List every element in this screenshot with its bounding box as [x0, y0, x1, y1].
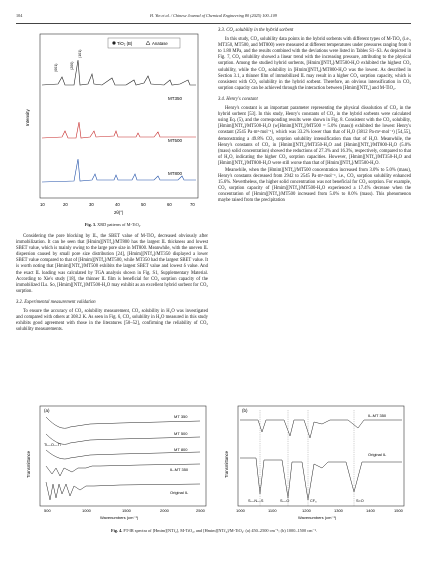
annotation-s-o: S—O — [280, 499, 290, 503]
xrd-series-mt500 — [42, 122, 196, 138]
xtick: 60 — [167, 202, 172, 207]
series-label-a-mt800: MT 800 — [174, 447, 188, 452]
xtick: 1500 — [394, 508, 403, 513]
section-heading-3-3: 3.3. CO₂ solubility in the hybrid sorbent — [218, 28, 294, 33]
series-label-a-il-mt350: IL-MT 350 — [170, 467, 189, 472]
xtick: 70 — [190, 202, 195, 207]
right-column — [218, 28, 411, 206]
xtick: 10 — [40, 202, 45, 207]
fig3-caption — [18, 222, 208, 227]
fig3-xlabel: 2θ(°) — [114, 210, 124, 215]
xtick: 2000 — [160, 508, 169, 513]
fig4a-xlabel: Wavenumbers (cm⁻¹) — [100, 515, 139, 520]
fig4a-xticks — [44, 508, 206, 513]
peak-label-101: (101) — [78, 49, 82, 58]
paragraph: Meanwhile, when the [Hmim][NTf₂]/MT500 concentration increased from 3.0% to 5.0% (mass), Henry's constants decreased from 2942 to 2545 Pa·m³·mol⁻¹, i.e., CO₂ sorption solubility enhanced 15.6%. Nevertheless, the higher solid concentration was not beneficial for CO₂ sorption. For example, CO₂ sorption capacity of [Hmim][NTf₂]/MT500-H₂O experienced a 17.4% decrease when the concentration of [Hmim][NTf₂]/MT500 increased from 5.0% to 8.0% (mass). This phenomenon maybe raised from the precipitation — [218, 167, 411, 204]
section-heading-3-2: 3.2. Experimental measurement validation — [16, 299, 96, 305]
left-column — [16, 234, 208, 334]
fig4b-xlabel: Wavenumbers (cm⁻¹) — [298, 515, 337, 520]
annotation-cf3: CF₃ — [310, 499, 317, 503]
fig4a-ylabel: Transmittance — [26, 450, 31, 478]
series-label-mt350: MT350 — [168, 96, 183, 101]
fig4b-ftir-chart — [218, 402, 410, 522]
annotation-ti-o-ti: Ti—O—Ti — [44, 443, 61, 447]
ftir-b-original-il — [240, 458, 402, 500]
xtick: 30 — [89, 202, 94, 207]
fig4-caption — [20, 528, 408, 534]
xrd-series-mt350 — [42, 60, 196, 85]
xtick: 1000 — [236, 508, 245, 513]
xtick: 2500 — [196, 508, 205, 513]
peak-label-001: (001) — [54, 63, 58, 72]
page-number: 104 — [16, 13, 23, 18]
legend-tio2-marker — [112, 41, 115, 44]
fig3-caption-text: XRD patterns of M-TiO₂. — [97, 222, 142, 227]
fig3-ylabel: Intensity — [25, 109, 30, 126]
running-header — [16, 13, 411, 22]
xtick: 1100 — [268, 508, 277, 513]
legend-anatase-marker — [146, 41, 150, 45]
series-label-a-mt350: MT 350 — [174, 414, 188, 419]
series-label-b-il-mt350: IL-MT 350 — [368, 413, 387, 418]
paragraph: To ensure the accuracy of CO₂ solubility measurement, CO₂ solubility in H₂O was investigated and compared with others at 308.2 K. As seen in Fig. 6, CO₂ solubility in H₂O measured in this study exhibits good agreement with those in the literatures [50–52], confirming the reliability of CO₂ solubility measurements. — [16, 309, 208, 333]
xtick: 500 — [44, 508, 51, 513]
panel-a-label: (a) — [44, 408, 50, 413]
xtick: 1400 — [366, 508, 375, 513]
section-heading-3-4: 3.4. Henry's constant — [218, 96, 258, 102]
header-rule — [16, 23, 411, 24]
journal-citation: H. Yin et al. / Chinese Journal of Chemical Engineering 80 (2025) 100–109 — [150, 13, 277, 18]
panel-b-label: (b) — [242, 408, 248, 413]
fig4b-ylabel: Transmittance — [224, 450, 229, 478]
xtick: 1000 — [82, 508, 91, 513]
series-label-mt500: MT500 — [168, 138, 183, 143]
fig4a-ftir-chart — [20, 402, 212, 522]
xtick: 1200 — [302, 508, 311, 513]
fig3-caption-label: Fig. 3. — [84, 222, 97, 227]
xtick: 1500 — [122, 508, 131, 513]
annotation-s-double-o: S=O — [356, 499, 364, 503]
xtick: 20 — [63, 202, 68, 207]
fig3-xticks — [40, 202, 195, 207]
fig3-xrd-chart — [18, 30, 208, 220]
ftir-b-il-mt350 — [240, 420, 402, 438]
fig4-caption-text: FT-IR spectra of [Hmim][NTf₂], M-TiO₂, and [Hmim][NTf₂]/M-TiO₂: (a) 450–2500 cm⁻¹; (b) 1000–1500 cm⁻¹. — [123, 528, 318, 533]
peak-label-200: (200) — [70, 61, 74, 70]
fig4b-xticks — [236, 508, 404, 513]
paragraph: In this study, CO₂ solubility data points in the hybrid sorbents with different types of M-TiO₂ (i.e., MT350, MT500, and MT800) were measured at different temperatures under pressures ranging from 0 to 1.80 MPa, and the results combined with the deviations were listed in Tables S1–S3. As depicted in Fig. 7, CO₂ solubility showed a linear trend with the increasing pressure, attributing to the physical sorption. Among the studied hybrid sorbents, [Hmim][NTf₂]/MT500-H₂O exhibited the highest CO₂ solubility, while the CO₂ solubility in [Hmim][NTf₂]/MT800-H₂O was the lowest. As described in Section 3.1, a thinner film of immobilized IL may result in a higher CO₂ sorption capacity, which is consistent with CO₂ solubility in the hybrid sorbent. Therefore, an obvious intensification in CO₂ sorption capacity can be achieved through the interaction between [Hmim][NTf₂] and M-TiO₂. — [218, 37, 411, 91]
series-label-mt800: MT800 — [168, 171, 183, 176]
paragraph: Henry's constant is an important parameter representing the physical dissolution of CO₂ in the hybrid sorbent [53]. In this study, Henry's constants of CO₂ in the hybrid sorbents were calculated using Eq. (5), and the corresponding results were shown in Fig. 8. Consistent with the CO₂ solubility, [Hmim][NTf₂]/MT500-H₂O (w[Hmim][NTf₂]/MT500 = 5.0% (mass)) exhibited the lowest Henry's constant (2545 Pa·m³·mol⁻¹), which was 33.2% lower than that of H₂O (3812 Pa·m³·mol⁻¹) [54,55], demonstrating a 49.8% CO₂ sorption solubility intensification than that of H₂O. Meanwhile, the Henry's constants of CO₂ in [Hmim][NTf₂]/MT350-H₂O and [Hmim][NTf₂]/MT800-H₂O (5.0% (mass) solid concentration) showed the reductions of 27.3% and 16.3%, respectively, compared to that of H₂O, indicating the higher CO₂ sorption capacities. However, [Hmim][NTf₂]/MT350-H₂O and [Hmim][NTf₂]/MT800-H₂O were still worse than that of [Hmim][NTf₂]/MT500-H₂O. — [218, 106, 411, 166]
annotation-s-n-s: S—N—S — [248, 499, 264, 503]
xtick: 50 — [141, 202, 146, 207]
series-label-b-original-il: Original IL — [368, 452, 387, 457]
fig3-legend — [108, 38, 180, 48]
series-label-a-mt500: MT 500 — [174, 431, 188, 436]
legend-tio2-label: TiO₂ (B) — [117, 41, 133, 46]
xtick: 1300 — [334, 508, 343, 513]
legend-anatase-label: Anatase — [152, 41, 168, 46]
fig4-caption-label: Fig. 4. — [110, 528, 123, 533]
xtick: 40 — [115, 202, 120, 207]
series-label-a-original-il: Original IL — [170, 490, 189, 495]
paragraph: Considering the pore blocking by IL, the SBET value of M-TiO₂ decreased obviously after immobilization. It can be seen that [Hmim][NTf₂]/MT800 has the largest IL thickness and lowest SBET value, which is mainly owing to the large pore size in MT800. Meanwhile, with the uneven IL dispersion caused by small pore size distribution [24], [Hmim][NTf₂]/MT350 displayed a lower SBET value compared to that of [Hmim][NTf₂]/MT500, while MT350 had the largest SBET value. It is worth noting that [Hmim][NTf₂]/MT500 exhibits the largest SBET value and lowest δ value. And the exact IL loading was calculated by TGA analysis shown in Fig. S1, Supplementary Material. According to Xie's study [18], the thinner IL film is beneficial for CO₂ sorption capacity of the immobilized ILs. So, [Hmim][NTf₂]/MT500-H₂O may exhibit as an excellent hybrid sorbent for CO₂ sorption. — [16, 234, 208, 294]
